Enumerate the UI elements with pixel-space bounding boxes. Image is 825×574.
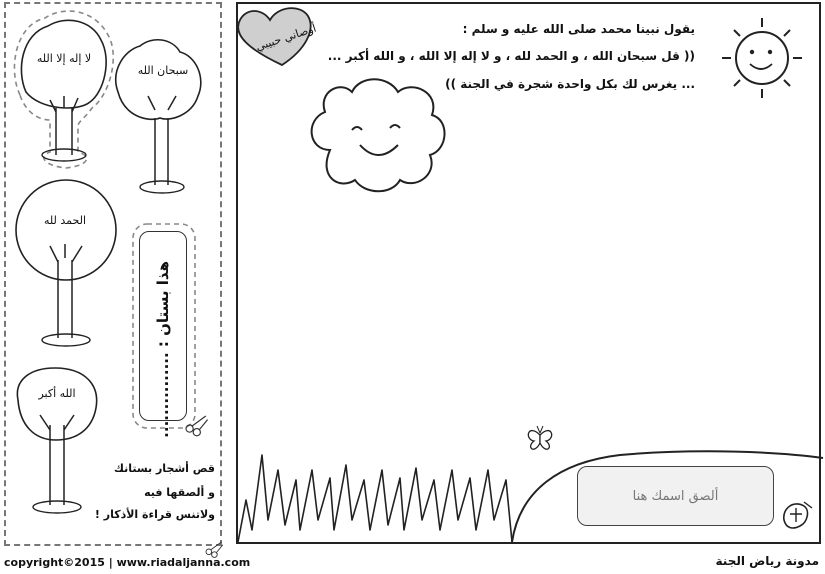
hadith-line-3: ... يغرس لك بكل واحدة شجرة في الجنة )) — [445, 77, 695, 91]
tree-la-ilaha-illallah[interactable] — [14, 11, 113, 168]
heart-label: أوصاني حبيبي — [254, 21, 318, 54]
tree-label-3: الحمد لله — [43, 214, 87, 227]
blog-name: مدونة رياض الجنة — [715, 554, 819, 568]
tree-label-2: سبحان الله — [137, 64, 189, 77]
instruction-line-1: قص أشجار بستانك — [113, 462, 215, 475]
instruction-line-2: و ألصقها فيه — [144, 486, 215, 499]
tree-alhamdulillah[interactable] — [16, 180, 116, 346]
tree-label-1: لا إله إلا الله — [36, 52, 92, 65]
tree-label-4: الله أكبر — [38, 387, 76, 400]
copyright-text: copyright©2015 | www.riadaljanna.com — [4, 556, 251, 569]
hadith-line-2: (( قل سبحان الله ، و الحمد لله ، و لا إله إلا الله ، و الله أكبر ... — [327, 49, 695, 63]
name-sticker-box[interactable] — [577, 466, 774, 526]
tree-subhanallah[interactable] — [116, 40, 201, 193]
butterfly-icon — [528, 426, 551, 449]
instruction-line-3: ولاتنس قراءة الأذكار ! — [94, 508, 215, 521]
logo-icon — [784, 502, 812, 528]
garden-tag-text: هذا بستان : ............... — [154, 261, 172, 438]
hadith-line-1: يقول نبينا محمد صلى الله عليه و سلم : — [462, 22, 695, 36]
name-box-label: ألصق اسمك هنا — [632, 488, 719, 504]
cloud-icon — [312, 79, 445, 191]
sun-icon — [722, 18, 802, 98]
